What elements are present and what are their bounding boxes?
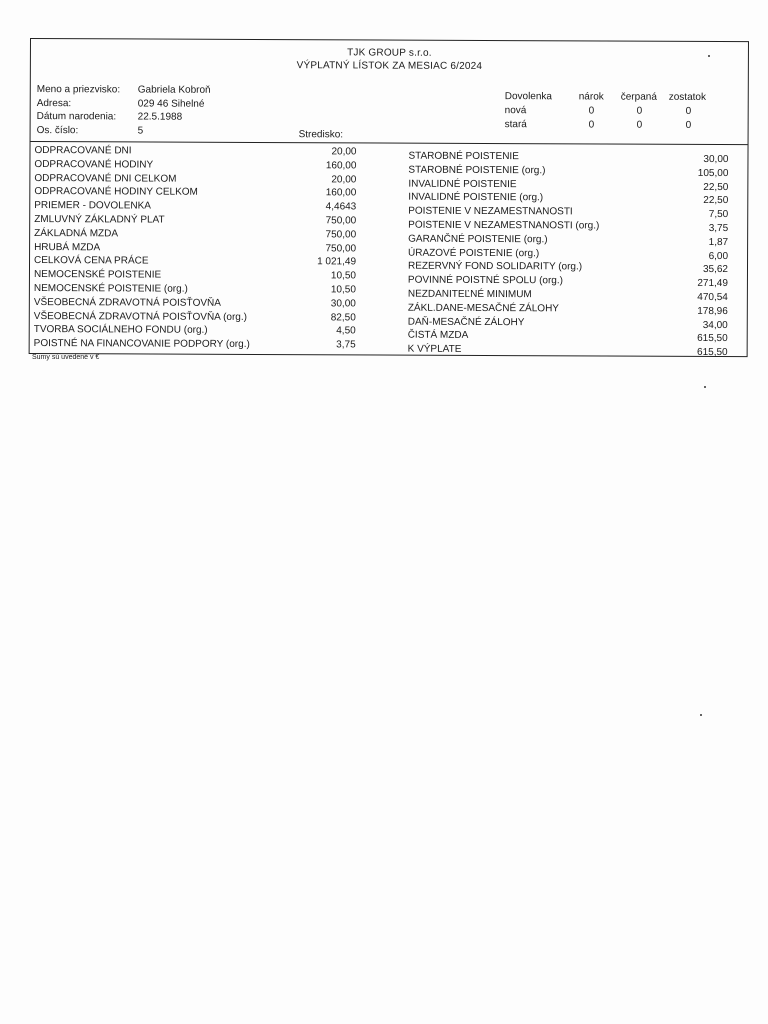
item-value: 750,00 <box>325 229 357 241</box>
vacation-row-new <box>501 105 741 120</box>
item-value: 105,00 <box>697 167 729 179</box>
vacation-entitled: 0 <box>588 105 595 117</box>
employee-birth: 22.5.1988 <box>137 111 183 123</box>
vacation-entitled: 0 <box>588 119 595 131</box>
scan-speck <box>700 714 702 716</box>
item-label: ODPRACOVANÉ HODINY CELKOM <box>34 186 198 199</box>
item-label: ODPRACOVANÉ DNI <box>34 145 132 157</box>
item-value: 750,00 <box>325 242 357 255</box>
item-value: 7,50 <box>708 209 729 221</box>
item-value: 20,00 <box>331 146 357 158</box>
item-label: INVALIDNÉ POISTENIE <box>408 178 517 190</box>
item-value: 615,50 <box>697 347 728 359</box>
item-label: STAROBNÉ POISTENIE <box>408 150 519 163</box>
currency-footnote: Sumy sú uvedené v € <box>32 354 100 361</box>
vacation-remaining: 0 <box>685 105 692 117</box>
employee-id: 5 <box>137 124 144 136</box>
item-value: 160,00 <box>325 187 357 199</box>
item-value: 34,00 <box>702 319 728 331</box>
item-value: 750,00 <box>325 215 357 227</box>
vacation-row-label: nová <box>504 105 527 117</box>
payslip-title: VÝPLATNÝ LÍSTOK ZA MESIAC 6/2024 <box>296 60 483 72</box>
left-items-values <box>280 145 357 352</box>
item-value: 615,50 <box>697 333 728 345</box>
right-items-labels <box>408 150 600 358</box>
item-value: 4,4643 <box>325 201 357 213</box>
employee-name: Gabriela Kobroň <box>137 84 211 96</box>
item-label: STAROBNÉ POISTENIE (org.) <box>408 164 546 177</box>
item-label: ZÁKLADNÁ MZDA <box>34 227 119 240</box>
item-value: 22,50 <box>703 181 729 193</box>
item-value: 30,00 <box>703 153 729 166</box>
item-value: 1,87 <box>708 236 729 248</box>
item-label: REZERVNÝ FOND SOLIDARITY (org.) <box>407 261 583 273</box>
item-value: 10,50 <box>330 284 356 296</box>
vacation-col-remaining: zostatok <box>668 91 707 103</box>
payslip <box>29 38 749 357</box>
item-label: ODPRACOVANÉ HODINY <box>34 158 154 171</box>
item-value: 35,62 <box>702 264 729 276</box>
employee-address: 029 46 Sihelné <box>137 97 205 110</box>
item-label: K VÝPLATE <box>407 343 462 356</box>
birth-label: Dátum narodenia: <box>36 111 117 123</box>
address-label: Adresa: <box>36 97 72 109</box>
item-label: DAŇ-MESAČNÉ ZÁLOHY <box>407 316 525 328</box>
item-value: 271,49 <box>697 278 728 290</box>
scan-speck <box>704 386 706 388</box>
item-label: INVALIDNÉ POISTENIE (org.) <box>408 192 544 204</box>
item-label: NEZDANITEĽNÉ MINIMUM <box>407 288 532 301</box>
item-label: NEMOCENSKÉ POISTENIE <box>33 269 162 281</box>
item-label: POVINNÉ POISTNÉ SPOLU (org.) <box>407 274 564 287</box>
vacation-used: 0 <box>636 119 643 131</box>
scan-speck <box>708 55 710 57</box>
payslip-header <box>31 45 748 74</box>
item-label: ZMLUVNÝ ZÁKLADNÝ PLAT <box>34 214 165 226</box>
item-label: POISTENIE V NEZAMESTNANOSTI <box>408 205 573 218</box>
name-label: Meno a priezvisko: <box>36 84 121 96</box>
vacation-title: Dovolenka <box>504 91 553 103</box>
item-value: 22,50 <box>703 195 729 207</box>
item-value: 6,00 <box>708 250 729 262</box>
vacation-row-label: stará <box>504 119 527 131</box>
item-value: 3,75 <box>336 339 356 351</box>
item-value: 20,00 <box>331 173 357 186</box>
right-items-values <box>650 153 729 360</box>
vacation-col-used: čerpaná <box>620 91 657 103</box>
item-value: 470,54 <box>697 291 728 304</box>
employee-values <box>138 83 211 137</box>
item-label: ZÁKL.DANE-MESAČNÉ ZÁLOHY <box>407 302 560 315</box>
item-value: 178,96 <box>697 305 728 317</box>
item-value: 3,75 <box>708 222 729 235</box>
vacation-used: 0 <box>636 105 643 117</box>
vacation-table <box>501 91 741 134</box>
item-value: 1 021,49 <box>317 256 357 268</box>
item-value: 10,50 <box>330 270 356 282</box>
item-label: POISTENIE V NEZAMESTNANOSTI (org.) <box>408 219 600 232</box>
vacation-col-entitled: nárok <box>578 91 604 103</box>
item-label: TVORBA SOCIÁLNEHO FONDU (org.) <box>33 324 208 337</box>
vacation-remaining: 0 <box>685 119 692 131</box>
item-label: VŠEOBECNÁ ZDRAVOTNÁ POISŤOVŇA (org.) <box>33 310 248 323</box>
item-label: PRIEMER - DOVOLENKA <box>34 200 151 212</box>
left-items-labels <box>34 144 251 352</box>
item-label: GARANČNÉ POISTENIE (org.) <box>408 233 548 246</box>
employee-labels <box>37 83 121 137</box>
vacation-row-old <box>501 119 741 134</box>
item-label: HRUBÁ MZDA <box>34 241 101 253</box>
item-value: 160,00 <box>325 160 357 172</box>
item-value: 82,50 <box>330 311 356 323</box>
item-value: 4,50 <box>336 325 356 337</box>
item-label: ČISTÁ MZDA <box>407 330 469 342</box>
item-label: ÚRAZOVÉ POISTENIE (org.) <box>408 247 540 259</box>
item-label: ODPRACOVANÉ DNI CELKOM <box>34 172 177 185</box>
center-label: Stredisko: <box>298 129 344 141</box>
item-label: CELKOVÁ CENA PRÁCE <box>34 255 149 267</box>
item-label: NEMOCENSKÉ POISTENIE (org.) <box>33 282 188 295</box>
company-name: TJK GROUP s.r.o. <box>347 47 432 59</box>
item-value: 30,00 <box>330 298 356 310</box>
item-label: POISTNÉ NA FINANCOVANIE PODPORY (org.) <box>33 338 250 351</box>
item-label: VŠEOBECNÁ ZDRAVOTNÁ POISŤOVŇA <box>33 296 221 309</box>
id-label: Os. číslo: <box>36 124 79 136</box>
